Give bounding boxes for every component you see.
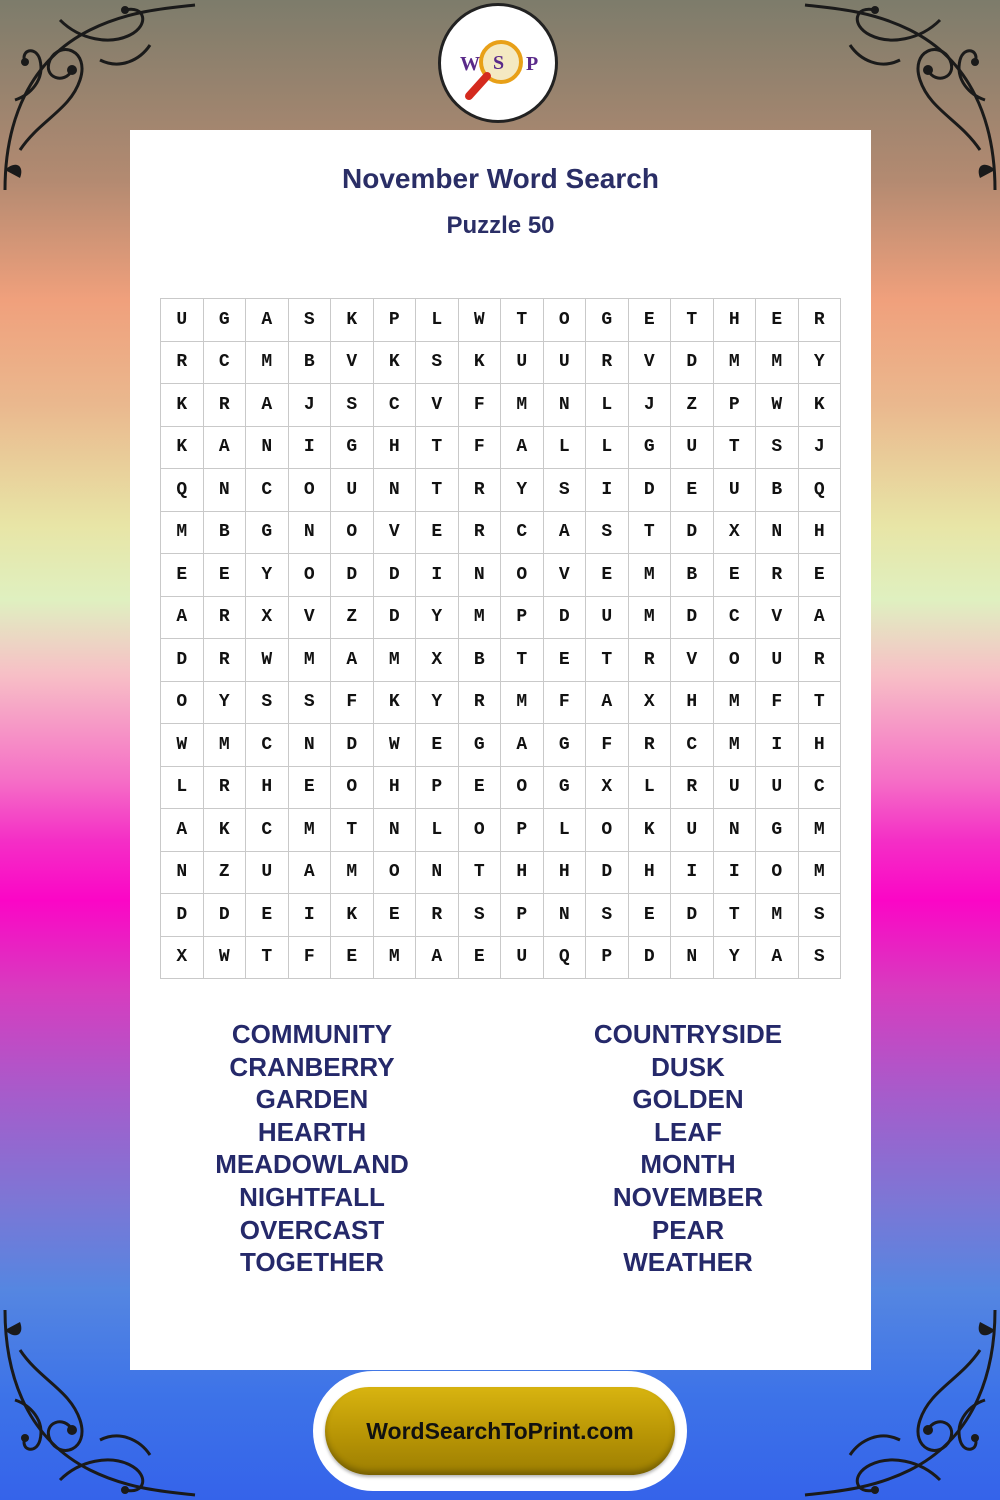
word-list-left [152,1018,472,1279]
grid-cell[interactable]: T [629,512,672,555]
grid-cell[interactable]: M [374,639,417,682]
grid-cell[interactable]: H [629,852,672,895]
site-badge[interactable] [325,1387,675,1475]
grid-cell[interactable]: V [629,342,672,385]
grid-cell[interactable]: X [714,512,757,555]
grid-cell[interactable]: N [374,809,417,852]
grid-cell[interactable]: G [586,299,629,342]
grid-cell[interactable]: S [756,427,799,470]
word-item: MONTH [640,1149,736,1180]
grid-cell[interactable]: F [459,427,502,470]
grid-cell[interactable]: S [799,894,842,937]
grid-cell[interactable]: U [586,597,629,640]
grid-cell[interactable]: O [374,852,417,895]
grid-cell[interactable]: N [756,512,799,555]
grid-cell[interactable]: M [799,809,842,852]
grid-cell[interactable]: I [586,469,629,512]
grid-cell[interactable]: T [586,639,629,682]
grid-cell[interactable]: H [544,852,587,895]
grid-cell[interactable]: E [204,554,247,597]
grid-cell[interactable]: M [714,342,757,385]
word-item: COMMUNITY [231,1019,393,1049]
grid-cell[interactable]: M [629,597,672,640]
grid-cell[interactable]: F [331,682,374,725]
grid-cell[interactable]: M [799,852,842,895]
word-item: NIGHTFALL [239,1181,385,1212]
logo-letter-w: W [460,53,480,75]
grid-cell[interactable]: J [629,384,672,427]
grid-cell[interactable]: I [671,852,714,895]
grid-cell[interactable]: I [714,852,757,895]
grid-cell[interactable]: E [459,767,502,810]
grid-cell[interactable]: M [501,682,544,725]
grid-cell[interactable]: K [204,809,247,852]
grid-cell[interactable]: V [416,384,459,427]
grid-cell[interactable]: M [331,852,374,895]
grid-cell[interactable]: U [714,469,757,512]
grid-cell[interactable]: W [204,937,247,980]
grid-cell[interactable]: A [586,682,629,725]
grid-cell[interactable]: T [459,852,502,895]
grid-cell[interactable]: U [246,852,289,895]
grid-cell[interactable]: N [246,427,289,470]
grid-cell[interactable]: S [289,682,332,725]
grid-cell[interactable]: S [246,682,289,725]
word-item: GARDEN [255,1084,369,1115]
grid-cell[interactable]: E [416,512,459,555]
grid-cell[interactable]: R [629,724,672,767]
grid-cell[interactable]: Q [544,937,587,980]
grid-cell[interactable]: E [246,894,289,937]
grid-cell[interactable]: P [501,597,544,640]
grid-cell[interactable]: N [289,512,332,555]
grid-cell[interactable]: D [374,554,417,597]
grid-cell[interactable]: E [544,639,587,682]
grid-cell[interactable]: A [204,427,247,470]
grid-cell[interactable]: D [161,894,204,937]
grid-cell[interactable]: T [246,937,289,980]
grid-cell[interactable]: N [374,469,417,512]
word-item: DUSK [651,1051,725,1082]
grid-cell[interactable]: E [714,554,757,597]
grid-cell[interactable]: A [246,299,289,342]
grid-cell[interactable]: D [629,469,672,512]
grid-cell[interactable]: E [799,554,842,597]
grid-cell[interactable]: S [416,342,459,385]
grid-cell[interactable]: V [374,512,417,555]
grid-cell[interactable]: A [161,597,204,640]
grid-cell[interactable]: A [501,724,544,767]
grid-cell[interactable]: O [331,767,374,810]
grid-cell[interactable]: O [501,767,544,810]
grid-cell[interactable]: T [501,299,544,342]
grid-cell[interactable]: O [756,852,799,895]
grid-cell[interactable]: G [204,299,247,342]
grid-cell[interactable]: E [629,894,672,937]
grid-cell[interactable]: K [799,384,842,427]
grid-cell[interactable]: P [416,767,459,810]
grid-cell[interactable]: P [714,384,757,427]
grid-cell[interactable]: I [416,554,459,597]
grid-cell[interactable]: M [459,597,502,640]
letter-grid [160,298,841,979]
grid-cell[interactable]: S [331,384,374,427]
grid-cell[interactable]: B [756,469,799,512]
grid-cell[interactable]: U [671,427,714,470]
grid-cell[interactable]: U [331,469,374,512]
grid-cell[interactable]: L [586,384,629,427]
grid-cell[interactable]: H [799,724,842,767]
grid-cell[interactable]: R [756,554,799,597]
grid-cell[interactable]: D [671,597,714,640]
grid-cell[interactable]: O [586,809,629,852]
grid-cell[interactable]: A [799,597,842,640]
grid-cell[interactable]: H [671,682,714,725]
grid-cell[interactable]: O [331,512,374,555]
grid-cell[interactable]: S [544,469,587,512]
grid-cell[interactable]: N [459,554,502,597]
grid-cell[interactable]: R [459,469,502,512]
grid-cell[interactable]: H [799,512,842,555]
grid-cell[interactable]: E [331,937,374,980]
grid-cell[interactable]: B [289,342,332,385]
grid-cell[interactable]: R [629,639,672,682]
grid-cell[interactable]: A [331,639,374,682]
grid-cell[interactable]: Y [204,682,247,725]
word-item: CRANBERRY [229,1051,395,1082]
grid-cell[interactable]: B [671,554,714,597]
grid-cell[interactable]: G [331,427,374,470]
grid-cell[interactable]: Z [204,852,247,895]
grid-cell[interactable]: K [374,682,417,725]
grid-cell[interactable]: U [714,767,757,810]
grid-cell[interactable]: G [459,724,502,767]
grid-cell[interactable]: N [161,852,204,895]
grid-cell[interactable]: Y [799,342,842,385]
grid-cell[interactable]: L [586,427,629,470]
grid-cell[interactable]: T [331,809,374,852]
grid-cell[interactable]: D [544,597,587,640]
word-item: NOVEMBER [612,1181,764,1212]
grid-cell[interactable]: X [416,639,459,682]
grid-cell[interactable]: J [289,384,332,427]
grid-cell[interactable]: N [544,384,587,427]
grid-cell[interactable]: L [416,299,459,342]
grid-cell[interactable]: A [501,427,544,470]
grid-cell[interactable]: P [374,299,417,342]
grid-cell[interactable]: D [586,852,629,895]
grid-cell[interactable]: U [501,937,544,980]
grid-cell[interactable]: M [374,937,417,980]
grid-cell[interactable]: K [331,894,374,937]
grid-cell[interactable]: M [714,724,757,767]
grid-cell[interactable]: Z [331,597,374,640]
grid-cell[interactable]: N [416,852,459,895]
grid-cell[interactable]: E [161,554,204,597]
grid-cell[interactable]: G [246,512,289,555]
grid-cell[interactable]: L [416,809,459,852]
grid-cell[interactable]: G [629,427,672,470]
grid-cell[interactable]: N [204,469,247,512]
grid-cell[interactable]: K [459,342,502,385]
grid-cell[interactable]: S [459,894,502,937]
grid-cell[interactable]: M [501,384,544,427]
grid-cell[interactable]: S [289,299,332,342]
grid-cell[interactable]: A [756,937,799,980]
grid-cell[interactable]: O [161,682,204,725]
grid-cell[interactable]: H [501,852,544,895]
grid-cell[interactable]: D [204,894,247,937]
grid-cell[interactable]: A [289,852,332,895]
grid-cell[interactable]: R [204,767,247,810]
grid-cell[interactable]: I [289,894,332,937]
grid-cell[interactable]: L [161,767,204,810]
grid-cell[interactable]: F [289,937,332,980]
grid-cell[interactable]: R [459,512,502,555]
grid-cell[interactable]: E [629,299,672,342]
grid-cell[interactable]: S [586,894,629,937]
grid-cell[interactable]: P [501,894,544,937]
grid-cell[interactable]: M [161,512,204,555]
grid-cell[interactable]: J [799,427,842,470]
grid-cell[interactable]: K [331,299,374,342]
grid-cell[interactable]: T [799,682,842,725]
grid-cell[interactable]: U [544,342,587,385]
grid-cell[interactable]: X [629,682,672,725]
grid-cell[interactable]: N [671,937,714,980]
grid-cell[interactable]: Q [799,469,842,512]
word-list-right [528,1018,848,1279]
grid-cell[interactable]: L [544,809,587,852]
puzzle-number: Puzzle 50 [446,212,555,239]
grid-cell[interactable]: A [246,384,289,427]
grid-cell[interactable]: E [586,554,629,597]
grid-cell[interactable]: F [586,724,629,767]
grid-cell[interactable]: O [714,639,757,682]
grid-cell[interactable]: C [246,809,289,852]
word-item: MEADOWLAND [215,1149,409,1180]
grid-cell[interactable]: M [246,342,289,385]
grid-cell[interactable]: O [289,469,332,512]
grid-cell[interactable]: K [374,342,417,385]
grid-cell[interactable]: A [544,512,587,555]
grid-cell[interactable]: F [459,384,502,427]
grid-cell[interactable]: B [204,512,247,555]
grid-cell[interactable]: R [416,894,459,937]
grid-cell[interactable]: E [459,937,502,980]
grid-cell[interactable]: M [714,682,757,725]
grid-cell[interactable]: X [246,597,289,640]
puzzle-card [130,130,871,1370]
grid-cell[interactable]: T [671,299,714,342]
grid-cell[interactable]: L [629,767,672,810]
grid-cell[interactable]: Z [671,384,714,427]
grid-cell[interactable]: T [714,427,757,470]
grid-cell[interactable]: Y [416,597,459,640]
grid-cell[interactable]: F [756,682,799,725]
word-item: WEATHER [623,1247,753,1278]
grid-cell[interactable]: D [671,512,714,555]
page-title: November Word Search [342,163,659,194]
grid-cell[interactable]: X [161,937,204,980]
magnifier-icon [441,6,555,120]
grid-cell[interactable]: R [799,639,842,682]
grid-cell[interactable]: U [756,639,799,682]
grid-cell[interactable]: D [671,894,714,937]
word-item: PEAR [651,1214,725,1245]
grid-cell[interactable]: C [246,724,289,767]
grid-cell[interactable]: X [586,767,629,810]
grid-cell[interactable]: M [204,724,247,767]
grid-cell[interactable]: S [799,937,842,980]
grid-cell[interactable]: T [416,469,459,512]
grid-cell[interactable]: M [289,639,332,682]
grid-cell[interactable]: R [204,597,247,640]
grid-cell[interactable]: H [374,427,417,470]
grid-cell[interactable]: T [416,427,459,470]
grid-cell[interactable]: W [161,724,204,767]
grid-cell[interactable]: E [416,724,459,767]
grid-cell[interactable]: B [459,639,502,682]
grid-cell[interactable]: A [416,937,459,980]
word-item: OVERCAST [239,1214,385,1245]
word-item: TOGETHER [240,1247,384,1278]
grid-cell[interactable]: D [671,342,714,385]
grid-cell[interactable]: N [544,894,587,937]
grid-cell[interactable]: R [671,767,714,810]
grid-cell[interactable]: E [671,469,714,512]
grid-cell[interactable]: M [289,809,332,852]
grid-cell[interactable]: O [544,299,587,342]
grid-cell[interactable]: R [161,342,204,385]
grid-cell[interactable]: P [586,937,629,980]
grid-cell[interactable]: K [629,809,672,852]
word-item: COUNTRYSIDE [593,1019,783,1049]
grid-cell[interactable]: R [204,384,247,427]
grid-cell[interactable]: C [714,597,757,640]
grid-cell[interactable]: T [501,639,544,682]
grid-cell[interactable]: H [374,767,417,810]
grid-cell[interactable]: G [544,724,587,767]
grid-cell[interactable]: D [331,724,374,767]
grid-cell[interactable]: T [714,894,757,937]
grid-cell[interactable]: C [204,342,247,385]
grid-cell[interactable]: C [799,767,842,810]
grid-cell[interactable]: V [544,554,587,597]
grid-cell[interactable]: E [374,894,417,937]
grid-cell[interactable]: F [544,682,587,725]
grid-cell[interactable]: W [374,724,417,767]
grid-cell[interactable]: C [374,384,417,427]
grid-cell[interactable]: K [161,427,204,470]
grid-cell[interactable]: D [629,937,672,980]
grid-cell[interactable]: C [671,724,714,767]
grid-cell[interactable]: O [289,554,332,597]
grid-cell[interactable]: C [501,512,544,555]
grid-cell[interactable]: V [671,639,714,682]
grid-cell[interactable]: W [756,384,799,427]
grid-cell[interactable]: R [586,342,629,385]
grid-cell[interactable]: P [501,809,544,852]
grid-cell[interactable]: R [204,639,247,682]
grid-cell[interactable]: D [161,639,204,682]
grid-cell[interactable]: O [501,554,544,597]
site-link[interactable]: WordSearchToPrint.com [366,1417,634,1444]
grid-cell[interactable]: Y [501,469,544,512]
grid-cell[interactable]: R [459,682,502,725]
grid-cell[interactable]: V [756,597,799,640]
grid-cell[interactable]: M [756,894,799,937]
grid-cell[interactable]: W [459,299,502,342]
grid-cell[interactable]: D [374,597,417,640]
grid-cell[interactable]: K [161,384,204,427]
word-item: HEARTH [257,1116,367,1147]
grid-cell[interactable]: S [586,512,629,555]
grid-cell[interactable]: N [289,724,332,767]
wsp-logo[interactable] [438,3,558,123]
word-item: LEAF [654,1116,722,1147]
grid-cell[interactable]: U [501,342,544,385]
grid-cell[interactable]: V [289,597,332,640]
grid-cell[interactable]: E [289,767,332,810]
grid-cell[interactable]: U [756,767,799,810]
grid-cell[interactable]: I [289,427,332,470]
grid-cell[interactable]: Y [416,682,459,725]
grid-cell[interactable]: E [756,299,799,342]
grid-cell[interactable]: I [756,724,799,767]
grid-cell[interactable]: V [331,342,374,385]
grid-cell[interactable]: W [246,639,289,682]
grid-cell[interactable]: A [161,809,204,852]
logo-letter-s: S [493,52,505,74]
grid-cell[interactable]: L [544,427,587,470]
grid-cell[interactable]: U [671,809,714,852]
grid-cell[interactable]: C [246,469,289,512]
grid-cell[interactable]: Y [246,554,289,597]
grid-cell[interactable]: D [331,554,374,597]
grid-cell[interactable]: M [629,554,672,597]
grid-cell[interactable]: O [459,809,502,852]
grid-cell[interactable]: H [714,299,757,342]
grid-cell[interactable]: Q [161,469,204,512]
grid-cell[interactable]: M [756,342,799,385]
grid-cell[interactable]: G [544,767,587,810]
logo-letter-p: P [526,53,539,75]
grid-cell[interactable]: U [161,299,204,342]
grid-cell[interactable]: N [714,809,757,852]
grid-cell[interactable]: R [799,299,842,342]
grid-cell[interactable]: Y [714,937,757,980]
grid-cell[interactable]: G [756,809,799,852]
word-item: GOLDEN [632,1084,744,1115]
grid-cell[interactable]: H [246,767,289,810]
